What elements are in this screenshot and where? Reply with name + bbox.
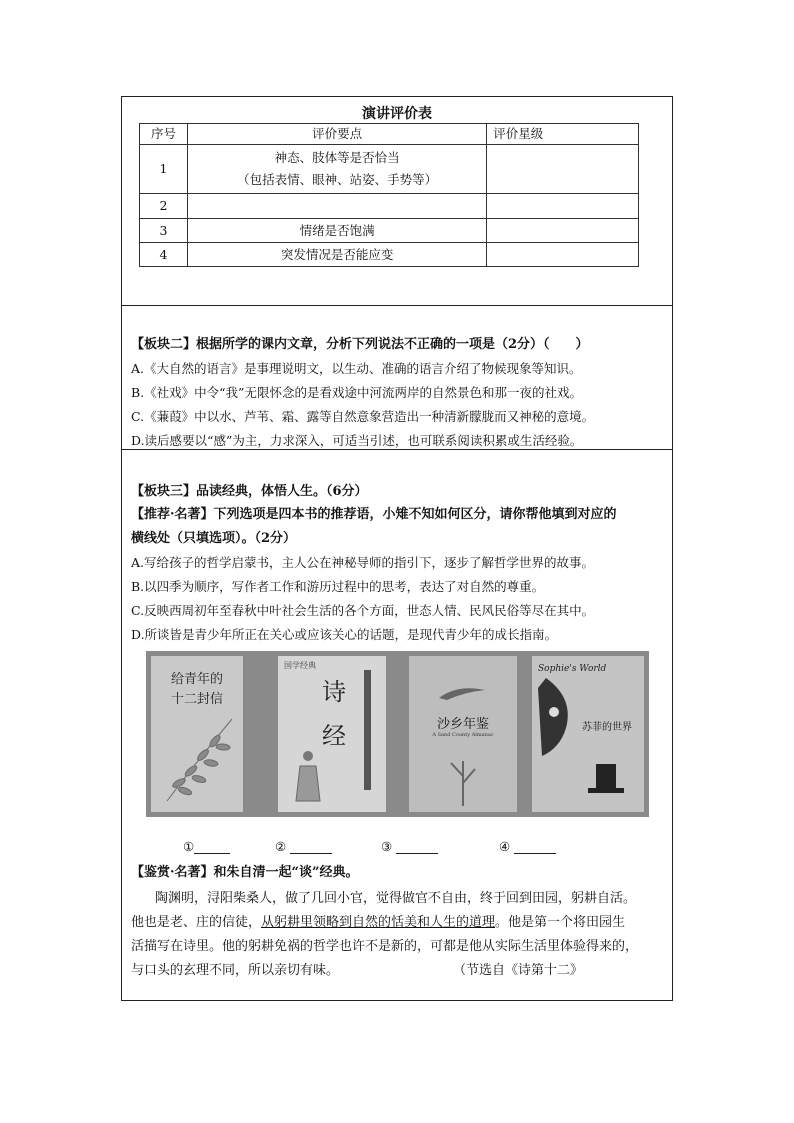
book4-title: 苏菲的世界 [582, 722, 632, 733]
table-row [140, 145, 639, 194]
section2-heading [131, 333, 589, 352]
table-row [140, 243, 639, 267]
bird-illustration-icon [437, 680, 487, 702]
blank-line-4[interactable] [514, 839, 556, 854]
book2-spine-band [364, 670, 371, 790]
table-row [140, 194, 639, 219]
book-cover-1 [151, 656, 243, 812]
section2-option-c: C.《蒹葭》中以水、芦苇、霜、露等自然意象营造出一种清新朦胧而又神秘的意境。 [131, 409, 595, 424]
answer-blank-2[interactable] [275, 839, 332, 854]
passage-line4: 与口头的玄理不同，所以亲切有味。 [131, 963, 340, 978]
book4-en-title: Sophie's World [538, 664, 607, 674]
passage-line1: 陶渊明，浔阳柴桑人，做了几回小官，觉得做官不自由，终于回到田园，躬耕自活。 [155, 891, 637, 906]
book3-subtitle: A Sand County Almanac [432, 732, 494, 738]
row-no: 2 [140, 194, 188, 219]
eval-table [139, 123, 639, 267]
row-point[interactable] [187, 194, 486, 219]
passage-line2 [131, 911, 625, 930]
appreciate-tag: 【鉴赏·名著】 [131, 865, 214, 880]
top-hat-illustration-icon [586, 760, 626, 800]
row-point: 突发情况是否能应变 [187, 243, 486, 267]
appreciate-heading-text: 和朱自清一起“谈”经典。 [213, 865, 359, 880]
blank-line-2[interactable] [290, 839, 332, 854]
book-cover-3 [409, 656, 517, 812]
answer-blank-3[interactable] [381, 839, 438, 854]
book1-title-line1: 给青年的 [170, 672, 223, 687]
table-header-row [140, 124, 639, 145]
recommend-option-a: A.写给孩子的哲学启蒙书，主人公在神秘导师的指引下，逐步了解哲学世界的故事。 [131, 555, 595, 570]
section3-heading [131, 480, 368, 499]
row-rating[interactable] [487, 219, 639, 243]
section2-tag: 【板块二】 [131, 337, 197, 352]
recommend-line1 [131, 503, 617, 522]
appreciate-heading [131, 861, 359, 880]
row-rating[interactable] [487, 243, 639, 267]
row-point-line1: 神态、肢体等是否恰当 [274, 150, 400, 165]
recommend-tag: 【推荐·名著】 [131, 507, 214, 522]
section2-option-a: A.《大自然的语言》是事理说明文，以生动、准确的语言介绍了物候现象等知识。 [131, 361, 582, 376]
passage-underlined: 从躬耕里领略到自然的恬美和人生的道理 [261, 915, 496, 930]
eval-table-title: 演讲评价表 [362, 106, 432, 122]
section2-option-b: B.《社戏》中令“我”无限怀念的是看戏途中河流两岸的自然景色和那一夜的社戏。 [131, 385, 582, 400]
book-cover-2 [278, 656, 386, 812]
section3-heading-text: 品读经典，体悟人生。（6分） [196, 484, 368, 499]
header-point: 评价要点 [187, 124, 486, 145]
table-row [140, 219, 639, 243]
blank-line-1[interactable] [194, 839, 230, 854]
row-point [187, 145, 486, 194]
recommend-text-line1: 下列选项是四本书的推荐语，小雉不知如何区分，请你帮他填到对应的 [213, 507, 617, 522]
answer-blank-4[interactable] [499, 839, 556, 854]
row-rating[interactable] [487, 145, 639, 194]
face-illustration-icon [536, 678, 576, 758]
section2-option-d: D.读后感要以“感”为主，力求深入，可适当引述，也可联系阅读积累或生活经验。 [131, 433, 583, 448]
header-rating: 评价星级 [487, 124, 639, 145]
section3-tag: 【板块三】 [131, 484, 197, 499]
worksheet-frame [121, 96, 673, 1001]
blank-label-1: ① [183, 839, 195, 854]
divider [122, 449, 672, 450]
row-no: 4 [140, 243, 188, 267]
book-covers-photo [146, 651, 649, 817]
leaf-illustration-icon [157, 711, 237, 806]
recommend-option-d: D.所谈皆是青少年所正在关心或应该关心的话题，是现代青少年的成长指南。 [131, 627, 558, 642]
section2-heading-text: 根据所学的课内文章，分析下列说法不正确的一项是（2分）（ ） [196, 337, 589, 352]
passage-line2-b: 。他是第一个将田园生 [495, 915, 626, 930]
recommend-option-b: B.以四季为顺序，写作者工作和游历过程中的思考，表达了对自然的尊重。 [131, 579, 545, 594]
passage-line3: 活描写在诗里。他的躬耕免祸的哲学也许不是新的，可都是他从实际生活里体验得来的， [131, 939, 639, 954]
row-no: 1 [140, 145, 188, 194]
row-point: 情绪是否饱满 [187, 219, 486, 243]
figure-illustration-icon [288, 746, 328, 806]
blank-label-2: ② [275, 839, 287, 854]
row-no: 3 [140, 219, 188, 243]
passage-line2-a: 他也是老、庄的信徒， [131, 915, 262, 930]
book2-title-1: 诗 [322, 678, 346, 706]
blank-line-3[interactable] [396, 839, 438, 854]
book2-publisher: 国学经典 [284, 661, 316, 670]
recommend-line2: 横线处（只填选项）。（2分） [131, 531, 297, 546]
book1-title-line2: 十二封信 [170, 692, 223, 707]
row-point-line2: （包括表情、眼神、站姿、手势等） [237, 172, 438, 187]
book2-title-2: 经 [322, 722, 346, 750]
header-no: 序号 [140, 124, 188, 145]
recommend-option-c: C.反映西周初年至春秋中叶社会生活的各个方面，世态人情、民风民俗等尽在其中。 [131, 603, 595, 618]
divider [122, 305, 672, 306]
book-cover-4 [532, 656, 644, 812]
answer-blank-1[interactable] [183, 839, 230, 854]
blank-label-4: ④ [499, 839, 511, 854]
row-rating[interactable] [487, 194, 639, 219]
blank-label-3: ③ [381, 839, 393, 854]
book3-title: 沙乡年鉴 [436, 717, 489, 732]
plant-illustration-icon [443, 751, 483, 806]
passage-source: （节选自《诗第十二》 [453, 963, 584, 978]
